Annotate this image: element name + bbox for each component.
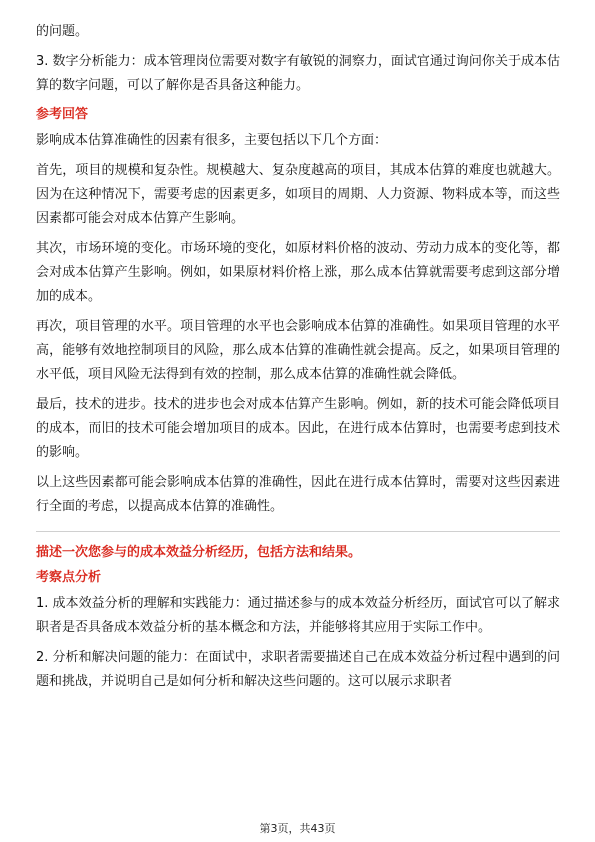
question-heading: 描述一次您参与的成本效益分析经历，包括方法和结果。 xyxy=(36,545,362,560)
page-number: 第3页，共43页 xyxy=(259,822,336,835)
paragraph: 再次，项目管理的水平。项目管理的水平也会影响成本估算的准确性。如果项目管理的水平高，能够有效地控制项目的风险，那么成本估算的准确性就会提高。反之，如果项目管理的水平低，项目风险无法得到有效的控制，那么成本估算的准确性就会降低。 xyxy=(36,319,560,382)
paragraph: 的问题。 xyxy=(36,24,89,39)
paragraph: 3. 数字分析能力：成本管理岗位需要对数字有敏锐的洞察力，面试官通过询问你关于成本估算的数字问题，可以了解你是否具备这种能力。 xyxy=(36,54,560,93)
paragraph: 以上这些因素都可能会影响成本估算的准确性，因此在进行成本估算时，需要对这些因素进行全面的考虑，以提高成本估算的准确性。 xyxy=(36,475,560,514)
paragraph: 2. 分析和解决问题的能力：在面试中，求职者需要描述自己在成本效益分析过程中遇到的问题和挑战，并说明自己是如何分析和解决这些问题的。这可以展示求职者 xyxy=(36,650,560,689)
paragraph: 最后，技术的进步。技术的进步也会对成本估算产生影响。例如，新的技术可能会降低项目的成本，而旧的技术可能会增加项目的成本。因此，在进行成本估算时，也需要考虑到技术的影响。 xyxy=(36,397,560,460)
analysis-heading: 考察点分析 xyxy=(36,570,102,585)
section-divider xyxy=(36,531,560,532)
paragraph: 1. 成本效益分析的理解和实践能力：通过描述参与的成本效益分析经历，面试官可以了解求职者是否具备成本效益分析的基本概念和方法，并能够将其应用于实际工作中。 xyxy=(36,596,560,635)
page-content xyxy=(36,20,560,700)
answer-heading: 参考回答 xyxy=(36,107,89,122)
paragraph: 其次，市场环境的变化。市场环境的变化，如原材料价格的波动、劳动力成本的变化等，都会对成本估算产生影响。例如，如果原材料价格上涨，那么成本估算就需要考虑到这部分增加的成本。 xyxy=(36,241,560,304)
paragraph: 影响成本估算准确性的因素有很多，主要包括以下几个方面： xyxy=(36,133,388,148)
paragraph: 首先，项目的规模和复杂性。规模越大、复杂度越高的项目，其成本估算的难度也就越大。因为在这种情况下，需要考虑的因素更多，如项目的周期、人力资源、物料成本等，而这些因素都可能会对成本估算产生影响。 xyxy=(36,163,560,226)
